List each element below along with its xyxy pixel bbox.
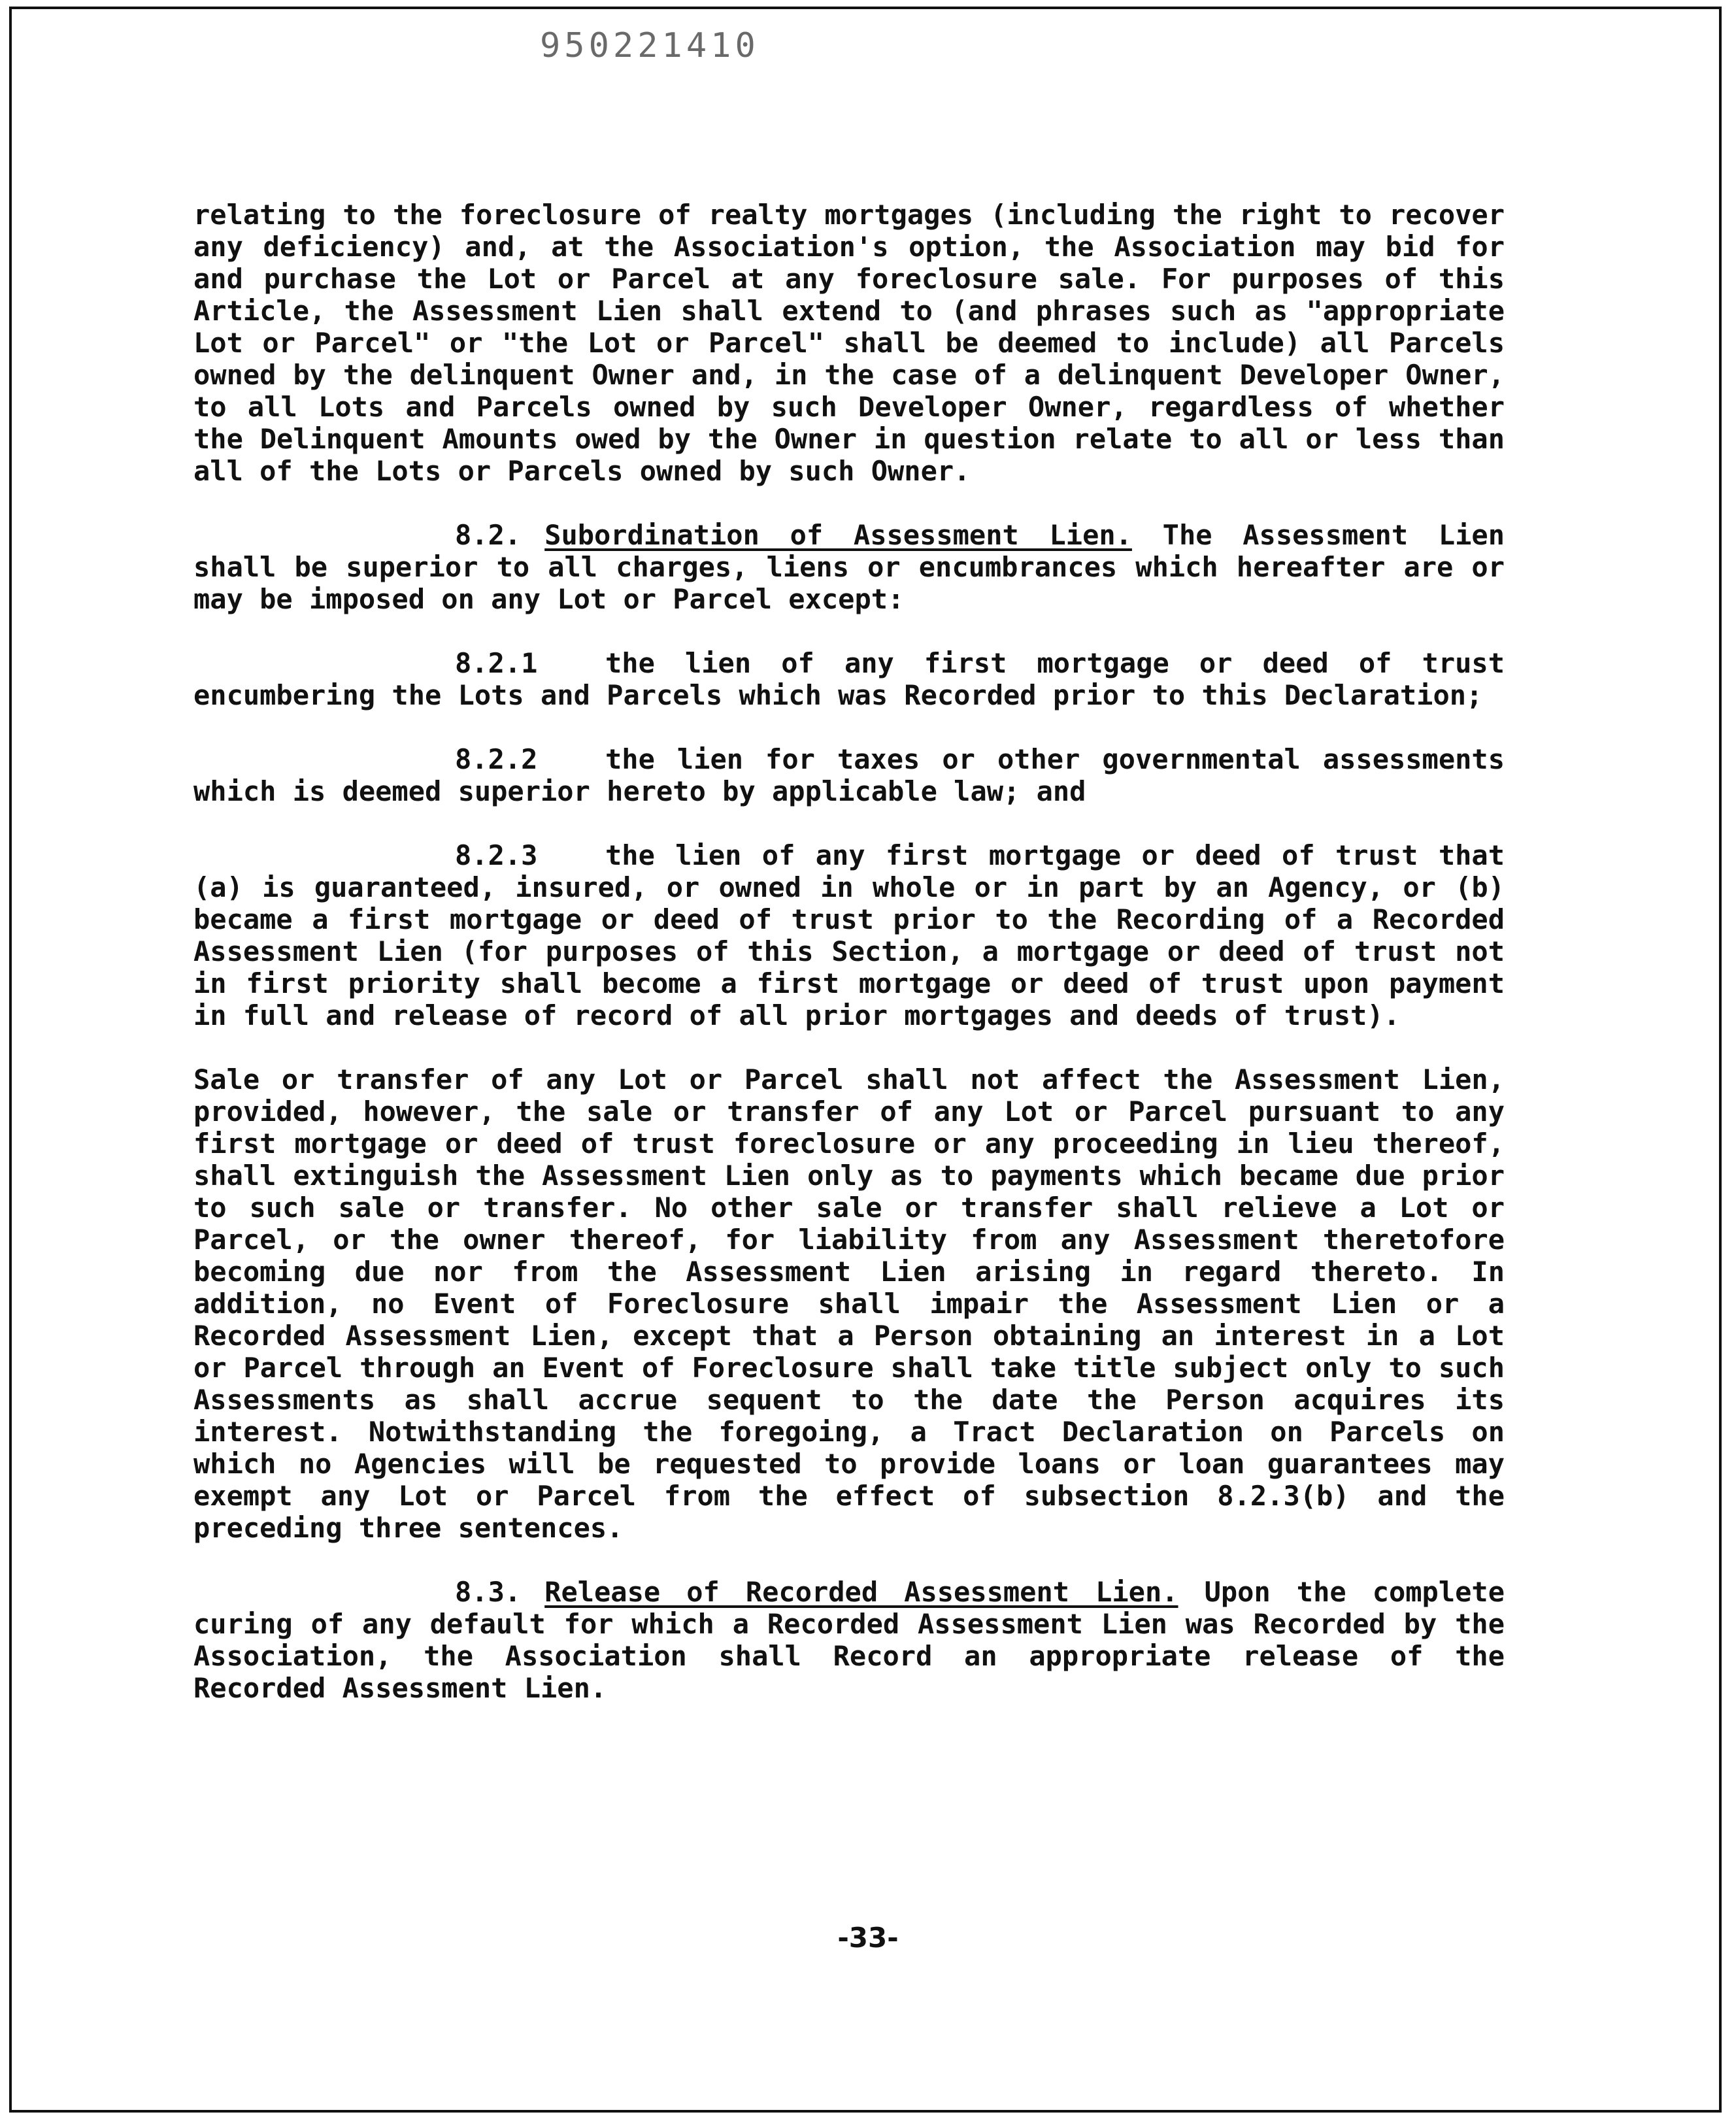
section-8-2-2-number: 8.2.2 xyxy=(455,743,538,775)
paragraph-sale-or-transfer: Sale or transfer of any Lot or Parcel shall not affect the Assessment Lien, provided, however, the sale or transfer of any Lot or Parcel pursuant to any first mortgage or deed of trust foreclosure or any proceeding in lieu thereof, shall extinguish the Assessment Lien only as to payments which became due prior to such sale or transfer. No other sale or transfer shall relieve a Lot or Parcel, or the owner thereof, for liability from any Assessment theretofore becoming due nor from the Assessment Lien arising in regard thereto. In addition, no Event of Foreclosure shall impair the Assessment Lien or a Recorded Assessment Lien, except that a Person obtaining an interest in a Lot or Parcel through an Event of Foreclosure shall take title subject only to such Assessments as shall accrue sequent to the date the Person acquires its interest. Notwithstanding the foregoing, a Tract Declaration on Parcels on which no Agencies will be requested to provide loans or loan guarantees may exempt any Lot or Parcel from the effect of subsection 8.2.3(b) and the preceding three sentences. xyxy=(193,1063,1505,1544)
section-8-2-heading: Subordination of Assessment Lien. xyxy=(544,519,1132,551)
document-body xyxy=(193,199,1505,1736)
section-8-2-1-number: 8.2.1 xyxy=(455,647,538,679)
section-8-2-2-text: the lien for taxes or other governmental assessments which is deemed superior hereto by applicable law; and xyxy=(193,743,1505,807)
paragraph-foreclosure: relating to the foreclosure of realty mortgages (including the right to recover any deficiency) and, at the Association's option, the Association may bid for and purchase the Lot or Parcel at any foreclosure sale. For purposes of this Article, the Assessment Lien shall extend to (and phrases such as "appropriate Lot or Parcel" or "the Lot or Parcel" shall be deemed to include) all Parcels owned by the delinquent Owner and, in the case of a delinquent Developer Owner, to all Lots and Parcels owned by such Developer Owner, regardless of whether the Delinquent Amounts owed by the Owner in question relate to all or less than all of the Lots or Parcels owned by such Owner. xyxy=(193,199,1505,487)
section-8-3 xyxy=(193,1576,1505,1704)
section-8-2-3 xyxy=(193,839,1505,1031)
section-8-2-3-number: 8.2.3 xyxy=(455,839,538,871)
section-8-2-3-text: the lien of any first mortgage or deed of trust that (a) is guaranteed, insured, or owned in whole or in part by an Agency, or (b) became a first mortgage or deed of trust prior to the Recording of a Recorded Assessment Lien (for purposes of this Section, a mortgage or deed of trust not in first priority shall become a first mortgage or deed of trust upon payment in full and release of record of all prior mortgages and deeds of trust). xyxy=(193,839,1505,1031)
section-8-2-number: 8.2. xyxy=(455,519,522,551)
section-8-2-text: The Assessment Lien shall be superior to all charges, liens or encumbrances which hereafter are or may be imposed on any Lot or Parcel except: xyxy=(193,519,1505,615)
section-8-2 xyxy=(193,519,1505,615)
section-8-3-number: 8.3. xyxy=(455,1576,522,1608)
section-8-3-heading: Release of Recorded Assessment Lien. xyxy=(544,1576,1178,1608)
document-number: 950221410 xyxy=(540,26,760,65)
section-8-2-1-text: the lien of any first mortgage or deed of trust encumbering the Lots and Parcels which was Recorded prior to this Declaration; xyxy=(193,647,1505,711)
section-8-2-2 xyxy=(193,743,1505,807)
section-8-3-text: Upon the complete curing of any default for which a Recorded Assessment Lien was Recorded by the Association, the Association shall Record an appropriate release of the Recorded Assessment Lien. xyxy=(193,1576,1505,1704)
page-number: -33- xyxy=(837,1922,899,1954)
section-8-2-1 xyxy=(193,647,1505,711)
